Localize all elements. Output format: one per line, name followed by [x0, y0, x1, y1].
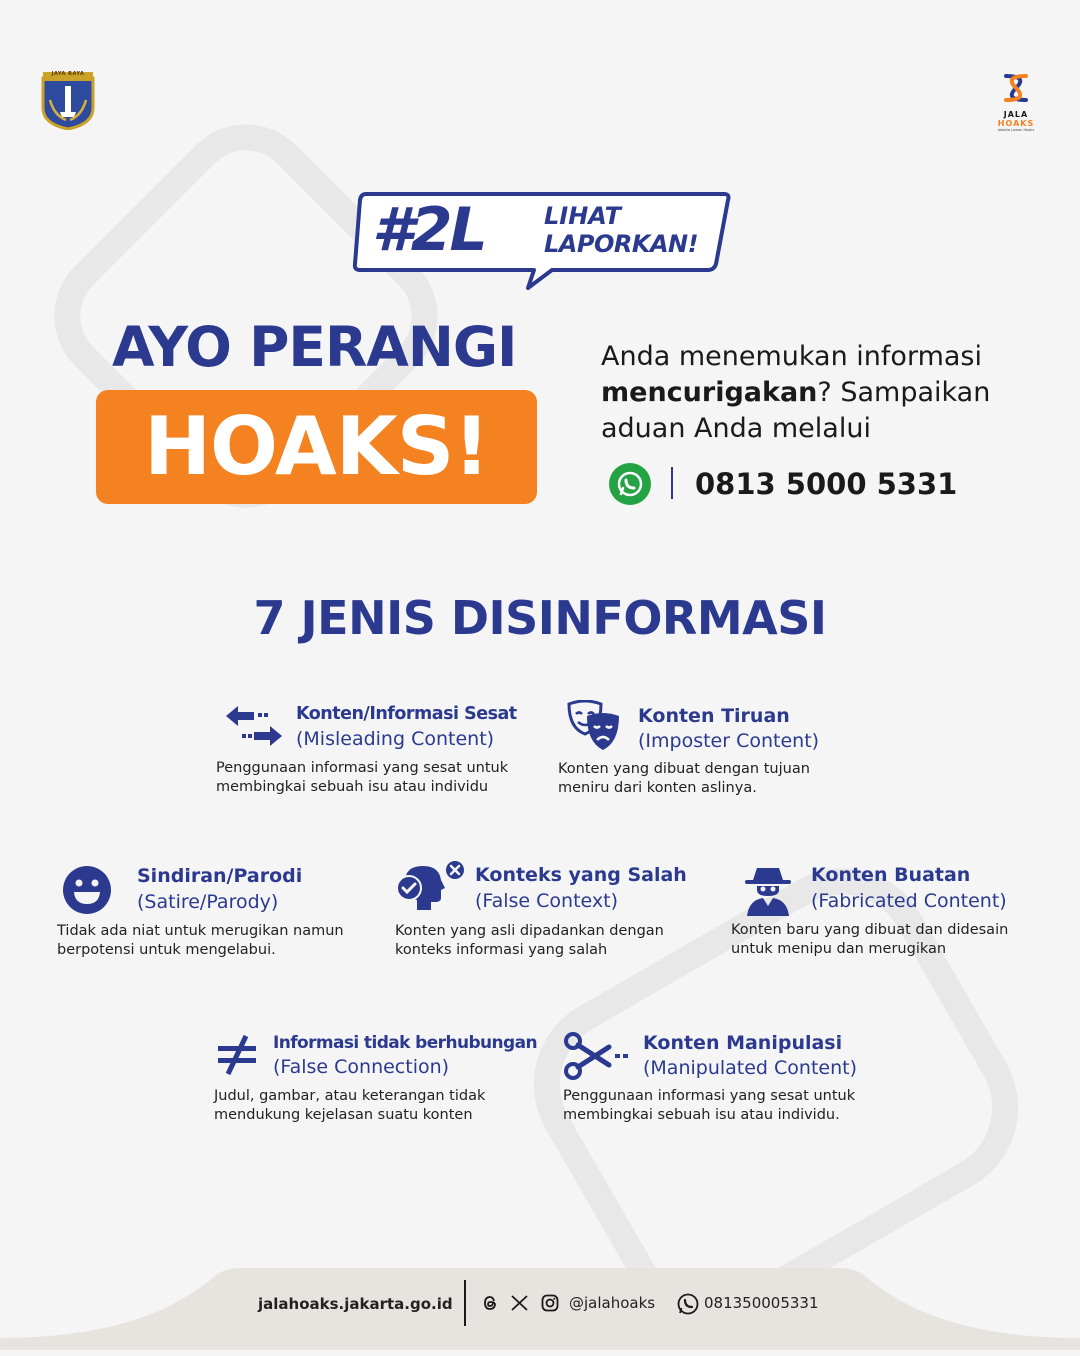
item-desc-line2: membingkai sebuah isu atau individu.	[563, 1107, 840, 1123]
disinfo-item-fabricated	[731, 862, 1031, 962]
item-desc-line2: membingkai sebuah isu atau individu	[216, 779, 489, 795]
item-title: Sindiran/Parodi	[137, 865, 303, 887]
item-subtitle: (Misleading Content)	[296, 728, 495, 750]
headline-box	[96, 390, 537, 504]
phone-divider	[671, 467, 673, 499]
item-title: Konten Tiruan	[638, 705, 790, 727]
item-desc-line1: Penggunaan informasi yang sesat untuk	[216, 760, 509, 776]
scissors-icon	[563, 1031, 633, 1081]
emblem-banner-text: JAYA RAYA	[51, 71, 85, 77]
threads-icon[interactable]	[481, 1294, 499, 1312]
item-subtitle: (Imposter Content)	[638, 730, 820, 752]
report-text-before: Anda menemukan informasi	[601, 341, 982, 372]
logo-sub: HOAKS	[997, 119, 1035, 128]
item-desc-line1: Penggunaan informasi yang sesat untuk	[563, 1088, 856, 1104]
jakarta-emblem-logo	[40, 70, 96, 130]
head-check-icon	[395, 860, 467, 914]
item-desc-line1: Tidak ada niat untuk merugikan namun	[57, 923, 344, 939]
badge-line1: LIHAT	[544, 202, 621, 230]
report-phone[interactable]: 0813 5000 5331	[695, 467, 958, 501]
footer-handle[interactable]: @jalahoaks	[569, 1294, 656, 1312]
item-subtitle: (False Connection)	[273, 1056, 450, 1078]
item-title: Konten Manipulasi	[643, 1032, 843, 1054]
arrows-icon	[224, 704, 284, 748]
footer-band	[0, 1268, 1080, 1350]
masks-icon	[565, 700, 625, 754]
report-text	[601, 339, 1011, 447]
disinfo-item-imposter	[557, 700, 857, 800]
whatsapp-icon[interactable]	[676, 1292, 700, 1316]
jala-hoaks-logo	[990, 70, 1042, 134]
logo-tagline: Jakarta Lawan Hoaks	[997, 128, 1035, 132]
disinfo-item-false-connection	[214, 1030, 537, 1130]
jala-knot-icon	[998, 70, 1034, 106]
not-equal-icon	[216, 1034, 258, 1076]
item-desc-line2: berpotensi untuk mengelabui.	[57, 942, 276, 958]
whatsapp-icon[interactable]	[609, 463, 651, 505]
item-desc-line1: Konten yang dibuat dengan tujuan	[558, 761, 810, 777]
footer-phone[interactable]: 081350005331	[704, 1294, 819, 1312]
report-text-after: ? Sampaikan aduan Anda melalui	[601, 377, 991, 444]
spy-icon	[743, 866, 793, 916]
logo-name: JALA	[1003, 110, 1029, 119]
report-text-bold: mencurigakan	[601, 377, 818, 408]
item-subtitle: (Satire/Parody)	[137, 891, 279, 913]
item-title: Informasi tidak berhubungan	[273, 1033, 537, 1053]
disinfo-item-manipulated	[563, 1029, 873, 1129]
item-title: Konten Buatan	[811, 864, 971, 886]
badge-line2: LAPORKAN!	[544, 230, 699, 258]
instagram-icon[interactable]	[541, 1294, 559, 1312]
x-icon[interactable]	[511, 1295, 528, 1311]
campaign-badge	[352, 188, 732, 294]
disinfo-item-misleading	[216, 702, 526, 802]
item-desc-line2: konteks informasi yang salah	[395, 942, 608, 958]
section-title: 7 JENIS DISINFORMASI	[253, 591, 827, 645]
item-desc-line1: Konten yang asli dipadankan dengan	[395, 923, 664, 939]
item-desc-line1: Konten baru yang dibuat dan didesain	[731, 922, 1009, 938]
item-subtitle: (Fabricated Content)	[811, 890, 1007, 912]
disinfo-item-false-context	[395, 860, 695, 960]
disinfo-item-satire	[57, 862, 357, 962]
item-title: Konten/Informasi Sesat	[296, 704, 517, 724]
headline-line1: AYO PERANGI	[112, 315, 517, 379]
item-desc-line2: meniru dari konten aslinya.	[558, 780, 757, 796]
item-title: Konteks yang Salah	[475, 864, 687, 886]
item-subtitle: (Manipulated Content)	[643, 1057, 858, 1079]
item-subtitle: (False Context)	[475, 890, 618, 912]
footer-website[interactable]: jalahoaks.jakarta.go.id	[258, 1295, 453, 1313]
headline-hoaks: HOAKS!	[144, 400, 489, 493]
item-desc-line1: Judul, gambar, atau keterangan tidak	[214, 1088, 486, 1104]
item-desc-line2: mendukung kejelasan suatu konten	[214, 1107, 473, 1123]
smiley-icon	[61, 864, 113, 916]
footer-divider	[464, 1280, 466, 1326]
item-desc-line2: untuk menipu dan merugikan	[731, 941, 947, 957]
badge-tag: #2L	[372, 195, 485, 265]
